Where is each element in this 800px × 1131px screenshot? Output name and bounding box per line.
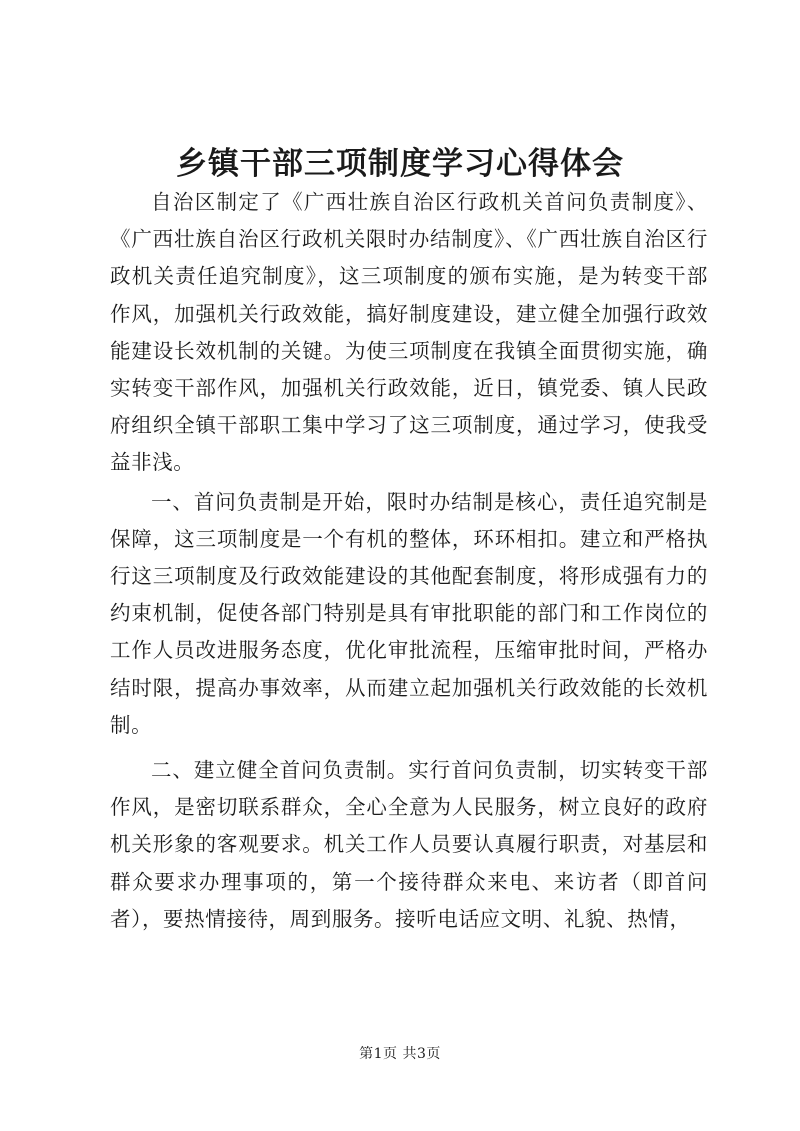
document-body	[110, 184, 708, 938]
paragraph-section-two: 二、建立健全首问负责制。实行首问负责制，切实转变干部作风，是密切联系群众，全心全意为人民服务，树立良好的政府机关形象的客观要求。机关工作人员要认真履行职责，对基层和群众要求办理事项的，第一个接待群众来电、来访者（即首问者），要热情接待，周到服务。接听电话应文明、礼貌、热情，	[110, 758, 708, 931]
paragraph-intro: 自治区制定了《广西壮族自治区行政机关首问负责制度》、《广西壮族自治区行政机关限时办结制度》、《广西壮族自治区行政机关责任追究制度》，这三项制度的颁布实施，是为转变干部作风，加强机关行政效能，搞好制度建设，建立健全加强行政效能建设长效机制的关键。为使三项制度在我镇全面贯彻实施，确实转变干部作风，加强机关行政效能，近日，镇党委、镇人民政府组织全镇干部职工集中学习了这三项制度，通过学习，使我受益非浅。	[110, 190, 708, 475]
paragraph-section-one: 一、首问负责制是开始，限时办结制是核心，责任追究制是保障，这三项制度是一个有机的整体，环环相扣。建立和严格执行这三项制度及行政效能建设的其他配套制度，将形成强有力的约束机制，促使各部门特别是具有审批职能的部门和工作岗位的工作人员改进服务态度，优化审批流程，压缩审批时间，严格办结时限，提高办事效率，从而建立起加强机关行政效能的长效机制。	[110, 489, 708, 737]
page-number-footer: 第1页 共3页	[359, 1046, 441, 1062]
document-title: 乡镇干部三项制度学习心得体会	[176, 146, 624, 182]
